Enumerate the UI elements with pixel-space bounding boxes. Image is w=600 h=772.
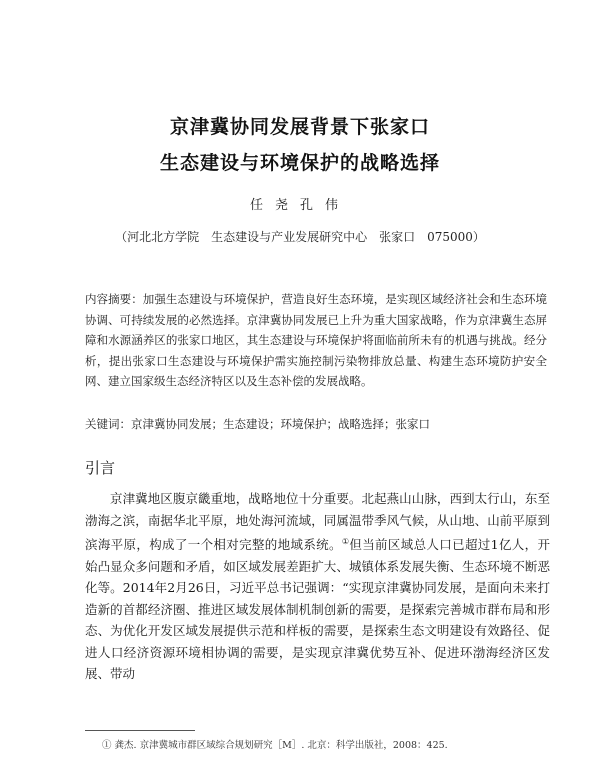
- title-line-1: 京津冀协同发展背景下张家口: [169, 116, 430, 138]
- keywords-text: 京津冀协同发展；生态建设；环境保护；战略选择；张家口: [131, 417, 430, 431]
- authors: 任尧孔伟: [249, 198, 350, 213]
- abstract-label: 内容摘要：: [85, 292, 143, 306]
- title-line-2: 生态建设与环境保护的战略选择: [159, 152, 440, 174]
- abstract: [85, 289, 547, 392]
- abstract-text: 加强生态建设与环境保护，营造良好生态环境，是实现区域经济社会和生态环境协调、可持续发展的必然选择。京津冀协同发展已上升为重大国家战略，作为京津冀生态屏障和水源涵养区的张家口地区，其生态建设与环境保护将面临前所未有的机遇与挑战。经分析，提出张家口生态建设与环境保护需实施控制污染物排放总量、构建生态环境防护安全网、建立国家级生态经济特区以及生态补偿的发展战略。: [85, 292, 548, 388]
- footnote-text: 龚杰. 京津冀城市群区域综合规划研究［M］. 北京：科学出版社，2008：425.: [114, 740, 448, 751]
- footnote-divider: [85, 730, 195, 731]
- footnote-mark: ①: [102, 740, 112, 751]
- body-text-1: 京津冀地区腹京畿重地，战略地位十分重要。北起燕山山脉，西到太行山，东至渤海之滨，南据华北平原，地处海河流域，同属温带季风气候，从山地、山前平原到滨海平原，构成了一个相对完整的地域系统。: [85, 491, 550, 553]
- keywords-label: 关键词：: [85, 417, 131, 431]
- keywords: [85, 414, 547, 434]
- body-paragraph: [85, 488, 550, 685]
- body-text-2: 但当前区域总人口已超过1亿人，开始凸显众多问题和矛盾，如区域发展差距扩大、城镇体系发展失衡、生态环境不断恶化等。2014年2月26日，习近平总书记强调：“实现京津冀协同发展，是面向未来打造新的首都经济圈、推进区域发展体制机制创新的需要，是探索完善城市群布局和形态、为优化开发区域发展提供示范和样板的需要，是探索生态文明建设有效路径、促进人口经济资源环境相协调的需要，是实现京津冀优势互补、促进环渤海经济区发展、带动: [85, 537, 550, 682]
- footnote-ref[interactable]: ①: [341, 537, 350, 546]
- affiliation: （河北北方学院 生态建设与产业发展研究中心 张家口 075000）: [115, 230, 485, 244]
- section-heading: 引言: [85, 459, 116, 477]
- footnote: [102, 739, 552, 753]
